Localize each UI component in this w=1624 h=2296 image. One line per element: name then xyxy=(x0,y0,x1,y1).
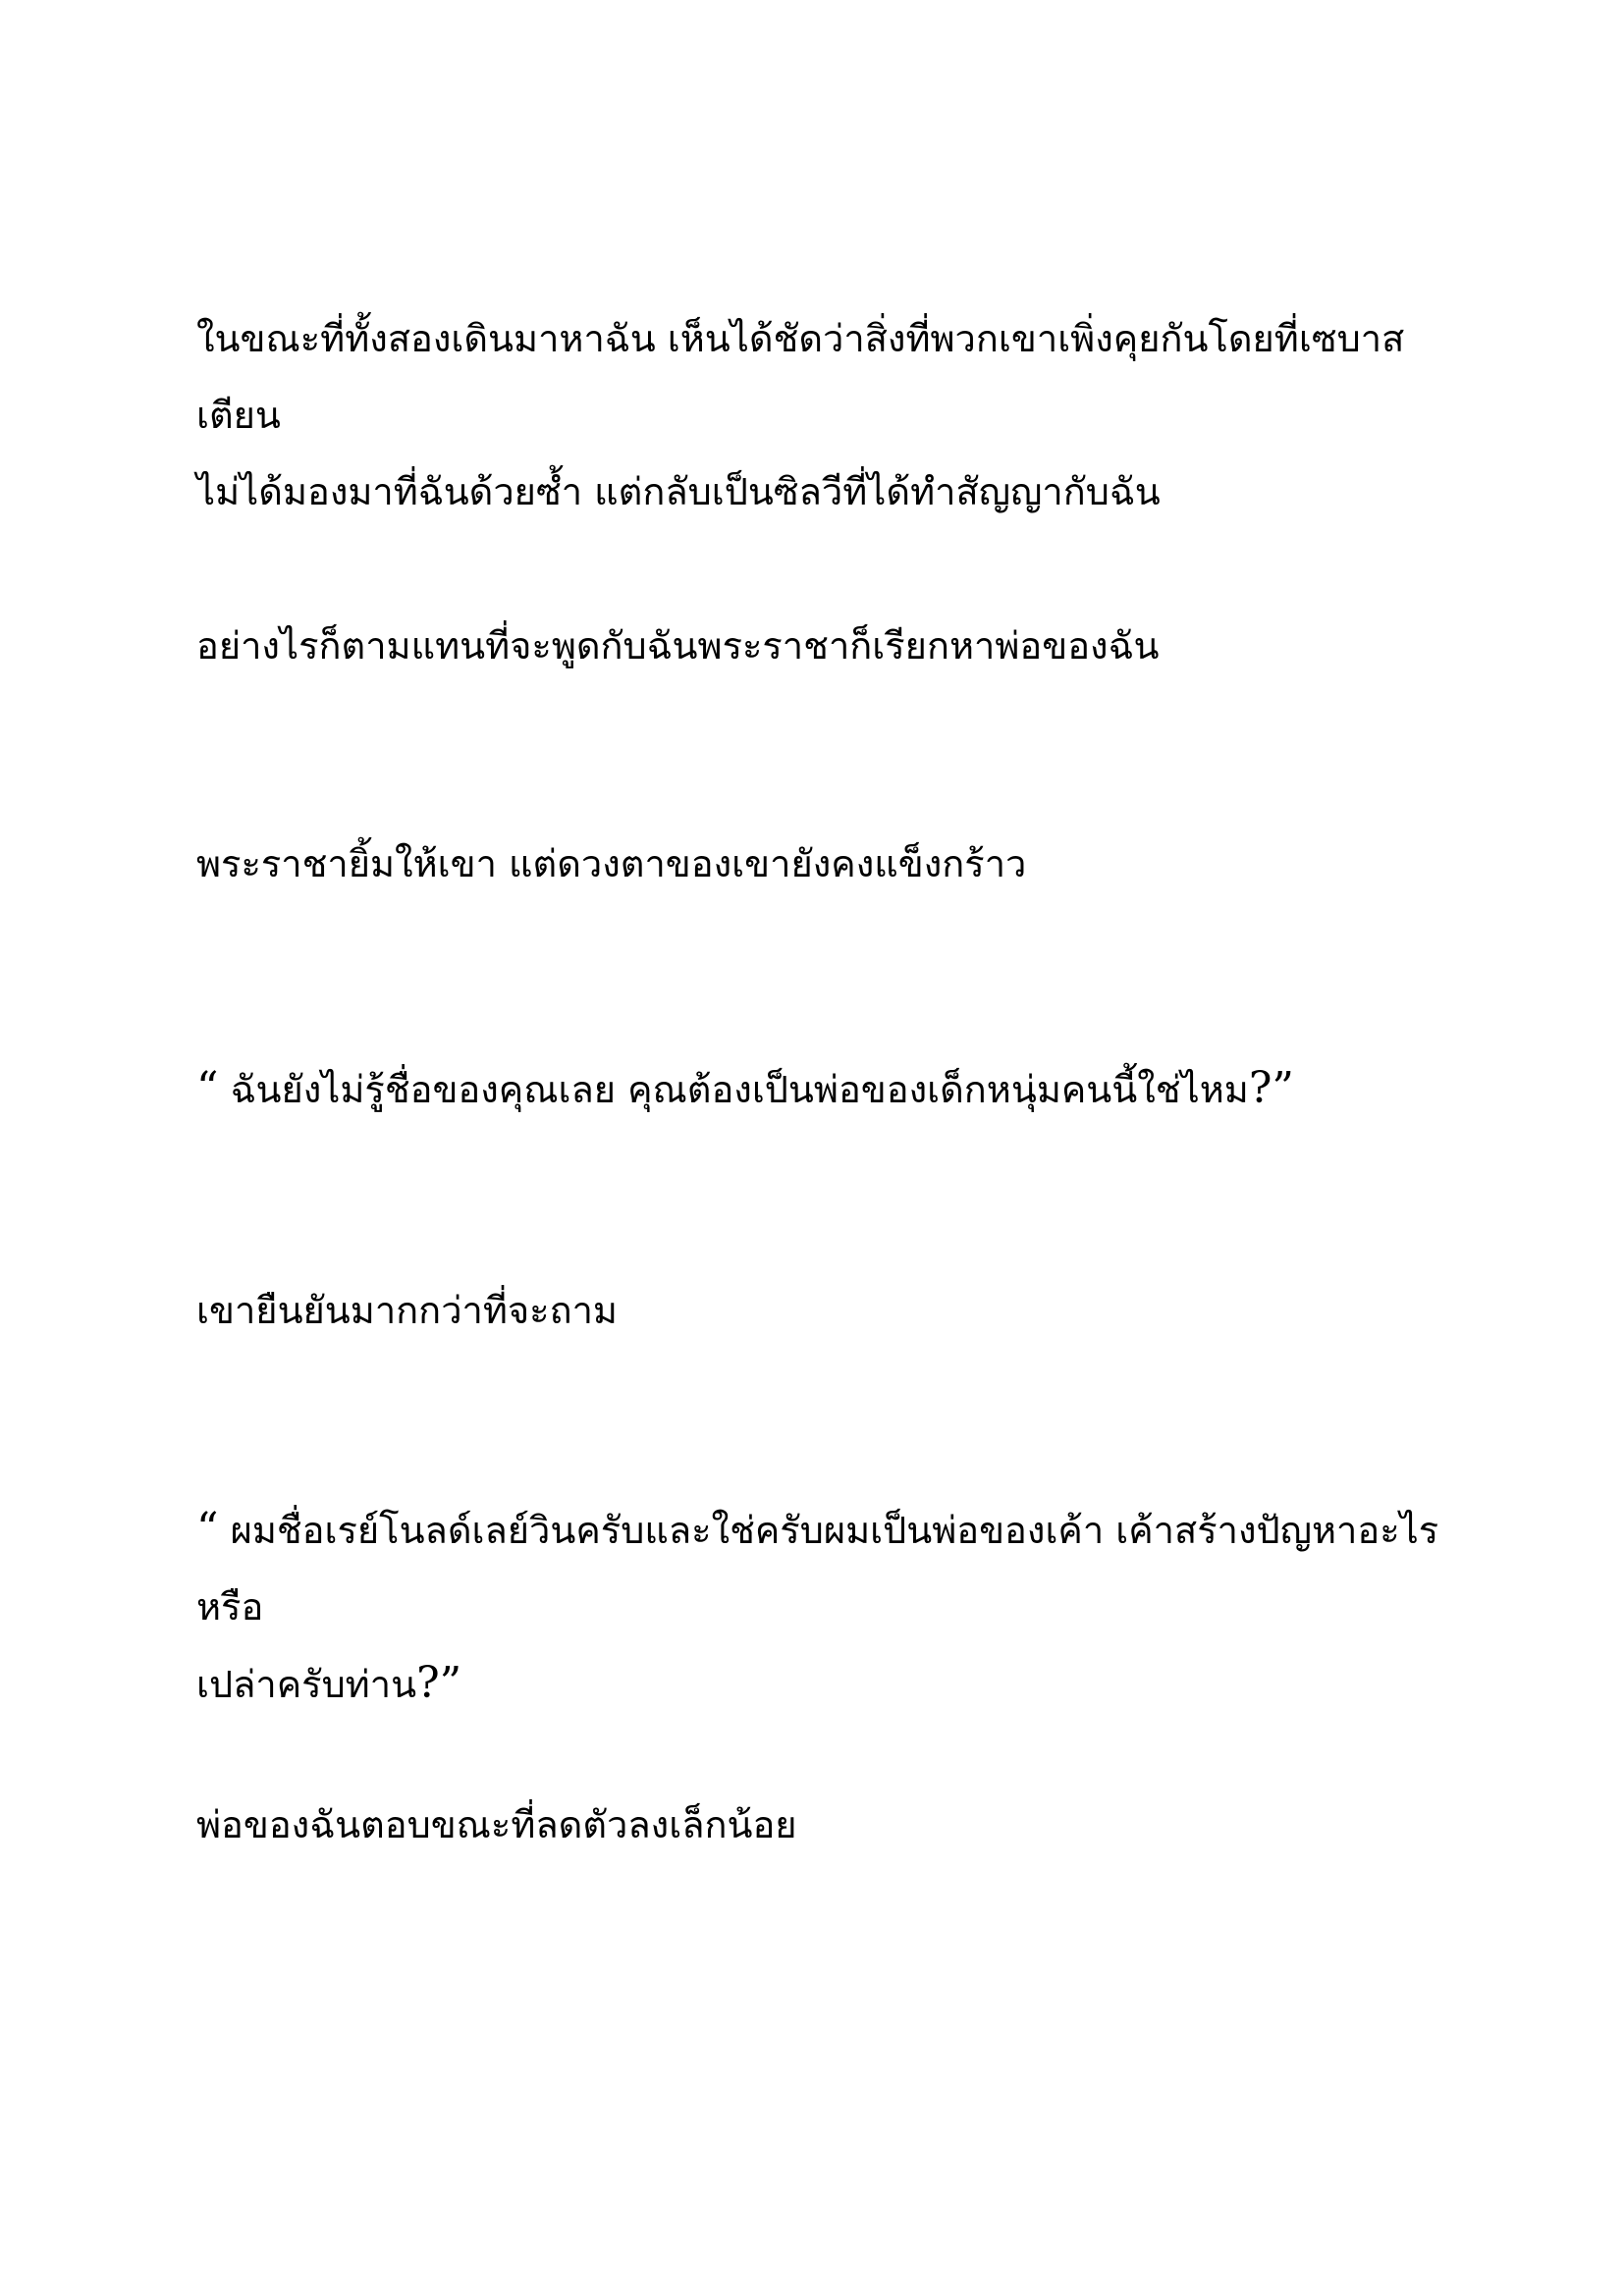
paragraph-text: เขายืนยันมากกว่าที่จะถาม xyxy=(196,1289,618,1332)
paragraph-narration-5 xyxy=(196,1787,1453,1863)
paragraph-narration-3 xyxy=(196,826,1453,902)
dialogue-line: ผมชื่อเรย์โนลด์เลย์วินครับและใช่ครับผมเป็นพ่อของเค้า เค้าสร้างปัญหาอะไรหรือ xyxy=(196,1509,1439,1629)
paragraph-narration-4 xyxy=(196,1272,1453,1349)
paragraph-text: พระราชายิ้มให้เขา แต่ดวงตาของเขายังคงแข็งกร้าว xyxy=(196,842,1027,885)
paragraph-line: ไม่ได้มองมาที่ฉันด้วยซ้ำ แต่กลับเป็นซิลวีที่ได้ทำสัญญากับฉัน xyxy=(196,470,1161,513)
dialogue-king xyxy=(196,1050,1453,1128)
dialogue-father xyxy=(196,1491,1453,1723)
paragraph-narration-2 xyxy=(196,608,1453,684)
open-quote-mark: “ xyxy=(196,1063,219,1113)
paragraph-line: ในขณะที่ทั้งสองเดินมาหาฉัน เห็นได้ชัดว่าสิ่งที่พวกเขาเพิ่งคุยกันโดยที่เซบาสเตียน xyxy=(196,317,1405,437)
dialogue-text: ฉันยังไม่รู้ชื่อของคุณเลย คุณต้องเป็นพ่อของเด็กหนุ่มคนนี้ใช่ไหม xyxy=(218,1068,1249,1111)
paragraph-narration-1 xyxy=(196,300,1453,530)
paragraph-text: อย่างไรก็ตามแทนที่จะพูดกับฉันพระราชาก็เรียกหาพ่อของฉัน xyxy=(196,624,1160,667)
close-quote-mark: ?” xyxy=(416,1658,462,1708)
paragraph-text: พ่อของฉันตอบขณะที่ลดตัวลงเล็กน้อย xyxy=(196,1803,797,1846)
close-quote-mark: ?” xyxy=(1248,1063,1294,1113)
open-quote-mark: “ xyxy=(196,1504,219,1554)
dialogue-line: เปล่าครับท่าน xyxy=(196,1663,417,1706)
